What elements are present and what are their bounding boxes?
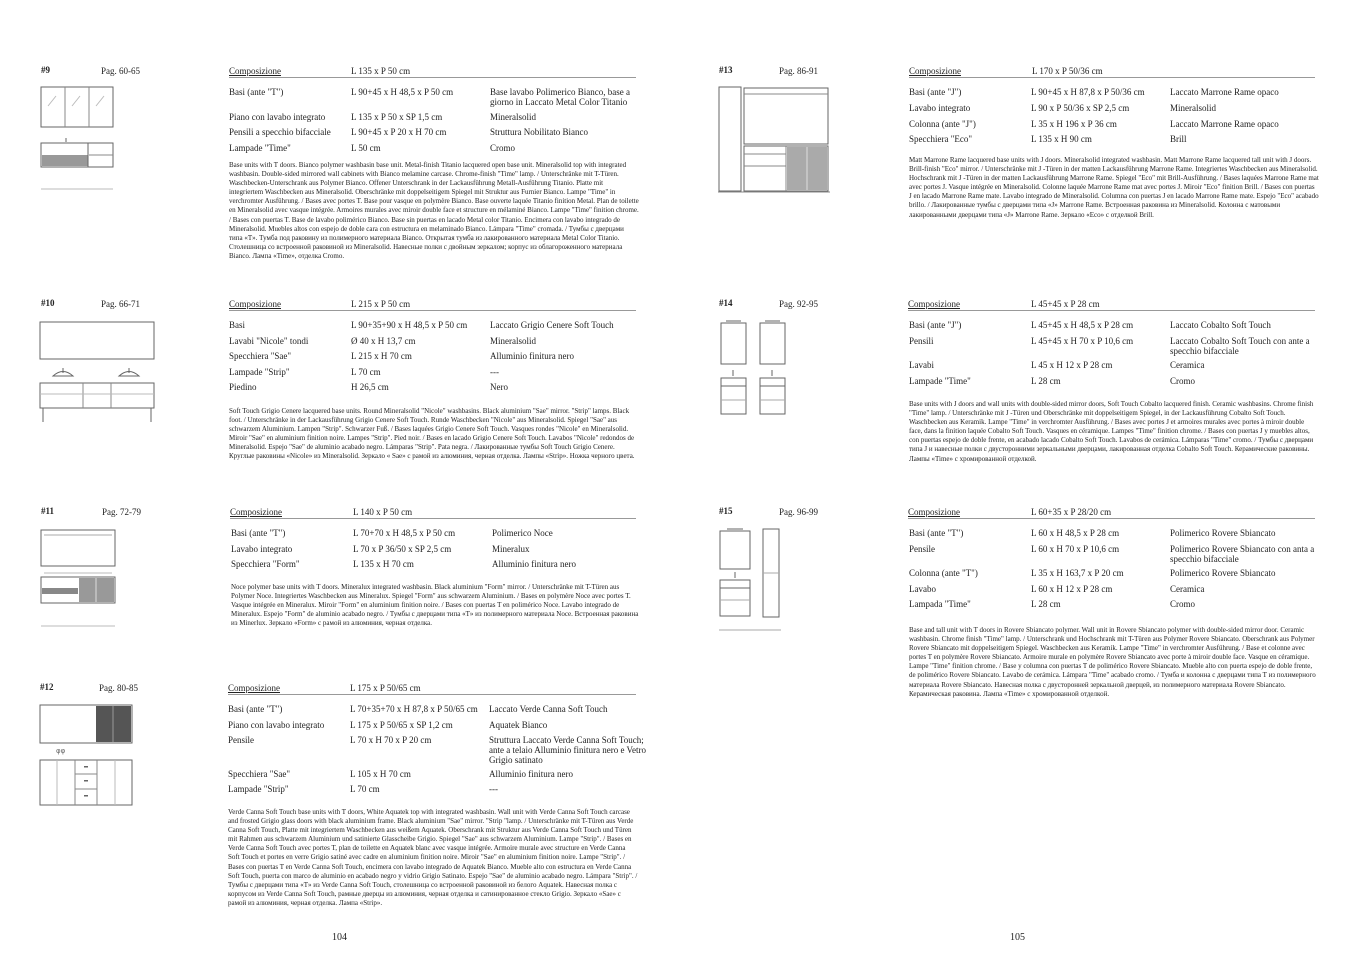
divider: [229, 310, 636, 311]
spec-table: [909, 528, 1330, 614]
spec-row: Pensili a specchio bifacciale L 90+45 x P 20 x H 70 cm Struttura Nobilitato Bianco: [229, 127, 588, 137]
spec-row: Specchiera "Form" L 135 x H 70 cm Alluminio finitura nero: [231, 559, 576, 569]
spec-row: Specchiera "Sae" L 215 x H 70 cm Alluminio finitura nero: [229, 351, 574, 361]
spec-table: [909, 87, 1330, 149]
overall-dimensions: L 140 x P 50 cm: [353, 507, 413, 517]
overall-dimensions: L 135 x P 50 cm: [351, 66, 411, 76]
spec-row: Basi L 90+35+90 x H 48,5 x P 50 cm Laccato Grigio Cenere Soft Touch: [229, 320, 614, 330]
entry-number: #10: [41, 298, 55, 308]
multilingual-description: Base units with T doors. Bianco polymer washbasin base unit. Metal-finish Titanio lacquered open base unit. Mineralsolid top with integrated washbasin. Double-sided mirrored wall cabinets with Bianco melamine carcase. Chrome-finish "Time" lamp. / Unterschränke mit T-Türen. Waschbecken-Unterschrank aus Polymer Bianco. Offener Unterschrank in der Lackausführung Metall-Ausführung Titanio. Platte mit integriertem Waschbecken aus Mineralsolid. Oberschränke mit doppelseitigem Spiegel mit Struktur aus Furnier Bianco. Lampe "Time" in verchromter Ausführung. / Bases avec portes T. Base pour vasque en polymère Bianco. Base ouverte laquée Titanio finition Metal. Plan de toilette en Mineralsolid avec vasque intégrée. Armoires murales avec miroir double face et structure en mélaminé Bianco. Lampe "Time" finition chrome. / Bases con puertas T. Base de lavabo polimérico Bianco. Base sin puertas en lacado Metal color Titanio. Encimera con lavabo integrado de Mineralsolid. Muebles altos con espejo de doble cara con estructura en melaminado Bianco. Lámpara "Time" cromada. / Тумбы с дверцами типа «T». Тумба под раковину из полимерного материала Bianco. Открытая тумба из лакированного материала Metal Color Titanio. Столешница со встроенной раковиной из Mineralsolid. Навесные полки с двойным зеркалом; корпус из облагороженного материала Bianco. Лампа «Time», отделка Cromo.: [229, 161, 639, 260]
composition-heading: Composizione: [229, 66, 281, 76]
spec-row: Basi (ante "J") L 45+45 x H 48,5 x P 28 cm Laccato Cobalto Soft Touch: [909, 320, 1271, 330]
page-number: 104: [332, 932, 347, 943]
furniture-drawing: [39, 704, 135, 808]
spec-row: Specchiera "Eco" L 135 x H 90 cm Brill: [909, 134, 1187, 144]
entry-number: #14: [719, 298, 733, 308]
furniture-drawing: [40, 86, 114, 191]
spec-row: Lavabi L 45 x H 12 x P 28 cm Ceramica: [909, 360, 1205, 370]
entry-number: #15: [719, 506, 733, 516]
spec-row: Lavabi "Nicole" tondi Ø 40 x H 13,7 cm Mineralsolid: [229, 336, 536, 346]
multilingual-description: Soft Touch Grigio Cenere lacquered base units. Round Mineralsolid "Nicole" washbasins. Black aluminium "Sae" mirror. "Strip" lamps. Black foot. / Unterschränke in der Lackausführung Grigio Cenere Soft Touch. Runde Waschbecken "Nicole" aus Mineralsolid. Spiegel "Sae" aus schwarzem Aluminium. Lampen "Strip". Schwarzer Fuß. / Bases laquées Grigio Cenere Soft Touch. Vasques rondes "Nicole" en Mineralsolid. Miroir "Sae" en aluminium finition noire. Lampes "Strip". Pied noir. / Bases en lacado Grigio Cenere Soft Touch. Lavabos "Nicole" redondos de Mineralsolid. Espejo "Sae" de aluminio acabado negro. Lámparas "Strip". Pata negra. / Лакированные тумбы Soft Touch Grigio Cenere. Круглые раковины «Nicole» из Mineralsolid. Зеркало « Sae» с рамой из алюминия, черная отделка. Лампы «Strip». Ножка черного цвета.: [229, 407, 635, 461]
spec-row: Lampada "Time" L 28 cm Cromo: [909, 599, 1196, 609]
spec-row: Lavabo integrato L 90 x P 50/36 x SP 2,5 cm Mineralsolid: [909, 103, 1216, 113]
page-reference: Pag. 96-99: [779, 507, 818, 517]
composition-heading: Composizione: [228, 683, 280, 693]
multilingual-description: Matt Marrone Rame lacquered base units with J doors. Mineralsolid integrated washbasin. Matt Marrone Rame lacquered tall unit with J doors. Brill-finish "Eco" mirror. / Unterschränke mit J -Türen in der matten Lackausführung Marrone Rame. Integriertes Waschbecken aus Mineralsolid. Hochschrank mit J -Türen in der matten Lackausführung Marrone Rame. Spiegel "Eco" mit Brill-Ausführung. / Bases laquées Marrone Rame mat avec portes J. Vasque intégrée en Mineralsolid. Colonne laquée Marrone Rame mat avec portes J. Miroir "Eco" finition Brill. / Bases con puertas J en lacado Marrone Rame mate. Lavabo integrado de Mineralsolid. Columna con puertas J en lacado Marrone Rame mate. Espejo "Eco" acabado brillo. / Лакированные тумбы с дверцами типа «J» Marrone Rame. Встроенная раковина из Mineralsolid. Колонна с матовыми лакированными дверцами типа «J» Marrone Rame. Зеркало «Eco» с отделкой Brill.: [909, 156, 1319, 219]
spec-row: Piano con lavabo integrato L 135 x P 50 x SP 1,5 cm Mineralsolid: [229, 112, 536, 122]
page-reference: Pag. 92-95: [779, 299, 818, 309]
multilingual-description: Noce polymer base units with T doors. Mineralux integrated washbasin. Black aluminium "Form" mirror. / Unterschränke mit T-Türen aus Polymer Noce. Integriertes Waschbecken aus Mineralux. Spiegel "Form" aus schwarzem Aluminium. / Bases en polymère Noce avec portes T. Vasque intégrée en Mineralux. Miroir "Form" en aluminium finition noire. / Bases con puertas T en polimérico Noce. Lavabo integrado de Mineralux. Espejo "Form" de aluminio acabado negro. / Тумбы с дверцами типа «T» из полимерного материала Noce. Встроенная раковина из Minerlux. Зеркало «Form» с рамой из алюминия, черная отделка.: [231, 583, 639, 628]
spec-row: Piano con lavabo integrato L 175 x P 50/65 x SP 1,2 cm Aquatek Bianco: [228, 720, 548, 730]
divider: [228, 694, 636, 695]
composition-heading: Composizione: [229, 299, 281, 309]
entry-number: #11: [41, 506, 55, 516]
divider: [908, 518, 1315, 519]
spec-row: Pensile L 70 x H 70 x P 20 cm Struttura Laccato Verde Canna Soft Touch; ante a telaio Alluminio finitura nero e Vetro Grigio satinato: [228, 735, 647, 765]
divider: [909, 77, 1315, 78]
multilingual-description: Base and tall unit with T doors in Rovere Sbiancato polymer. Wall unit in Rovere Sbiancato polymer with double-sided mirror door. Ceramic washbasin. Chrome finish "Time" lamp. / Unterschrank und Hochschrank mit T-Türen aus Polymer Rovere Sbiancato. Oberschrank aus Polymer Rovere Sbiancato mit doppelseitigem Spiegel. Waschbecken aus Keramik. Lampe "Time" in verchromter Ausführung. / Base et colonne avec portes T en polymère Rovere Sbiancato. Armoire murale en polymère Rovere Sbiancato avec porte à miroir double face. Vasque en céramique. Lampe "Time" finition chrome. / Base y columna con puertas T de polimérico Rovere Sbiancato. Mueble alto con puerta espejo de doble frente, de polimérico Rovere Sbiancato. Lavabo de cerámica. Lámpara "Time" acabado cromo. / Тумба и колонна с дверцами типа T из полимерного материала Rovere Sbiancato. Навесная полка с двусторонней зеркальной дверцей, из полимерного материала Rovere Sbiancato. Керамическая раковина. Лампа «Time» с хромированной отделкой.: [909, 626, 1316, 698]
furniture-drawing: [40, 529, 118, 629]
page-number: 105: [1010, 932, 1025, 943]
page-reference: Pag. 72-79: [102, 507, 141, 517]
svg-text:φφ: φφ: [56, 747, 66, 755]
spec-table: [228, 704, 649, 799]
divider: [908, 310, 1315, 311]
page-reference: Pag. 66-71: [101, 299, 140, 309]
multilingual-description: Base units with J doors and wall units with double-sided mirror doors, Soft Touch Cobalto lacquered finish. Ceramic washbasins. Chrome finish "Time" lamp. / Unterschränke mit J -Türen und Oberschränke mit doppelseitigem Spiegel, in der Lackausführung Cobalto Soft Touch. Waschbecken aus Keramik. Lampe "Time" in verchromter Ausführung. / Bases avec portes J et armoires murales avec portes à miroir double face, dans la finition laquée Cobalto Soft Touch. Vasques en céramique. Lampes "Time" finition chrome. / Bases con puertas J y muebles altos, con puertas espejo de doble frente, en acabado lacado Cobalto Soft Touch. Lavabos de cerámica. Lámparas "Time" cromo. / Тумбы с дверцами типа J и навесные полки с двусторонними зеркальными дверцами, лакированная отделка Cobalto Soft Touch. Керамические раковины. Лампы «Time» с хромированной отделкой.: [909, 400, 1314, 463]
spec-row: Colonna (ante "T") L 35 x H 163,7 x P 20 cm Polimerico Rovere Sbiancato: [909, 568, 1276, 578]
page-reference: Pag. 80-85: [99, 683, 138, 693]
spec-table: [231, 528, 652, 574]
spec-row: Pensili L 45+45 x H 70 x P 10,6 cm Laccato Cobalto Soft Touch con ante a specchio bifacciale: [909, 336, 1310, 356]
spec-row: Lampade "Strip" L 70 cm ---: [228, 784, 498, 794]
spec-row: Basi (ante "T") L 70+70 x H 48,5 x P 50 cm Polimerico Noce: [231, 528, 553, 538]
spec-table: [909, 320, 1330, 391]
composition-heading: Composizione: [908, 507, 960, 517]
entry-number: #9: [41, 65, 50, 75]
divider: [229, 77, 636, 78]
spec-row: Lampade "Strip" L 70 cm ---: [229, 367, 499, 377]
spec-row: Piedino H 26,5 cm Nero: [229, 382, 508, 392]
overall-dimensions: L 45+45 x P 28 cm: [1031, 299, 1100, 309]
composition-heading: Composizione: [909, 66, 961, 76]
overall-dimensions: L 60+35 x P 28/20 cm: [1031, 507, 1112, 517]
multilingual-description: Verde Canna Soft Touch base units with T doors, White Aquatek top with integrated washbasin. Wall unit with Verde Canna Soft Touch carcase and frosted Grigio glass doors with black aluminium frame. Black aluminium "Sae" mirror. "Strip "lamp. / Unterschränke mit T-Türen aus Verde Canna Soft Touch, Platte mit integriertem Waschbecken aus weißem Aquatek. Oberschrank mit Struktur aus Verde Canna Soft Touch und Türen mit Rahmen aus schwarzem Aluminium und satinierte Glasscheibe Grigio. Spiegel "Sae" aus schwarzem Aluminium. Lampe "Strip". / Bases en Verde Canna Soft Touch avec portes T, plan de toilette en Aquatek blanc avec vasque intégrée. Armoire murale avec structure en Verde Canna Soft Touch et portes en verre Grigio satiné avec cadre en aluminium finition noire. Miroir "Sae" en aluminium finition noire. Lampe "Strip". / Bases con puertas T en Verde Canna Soft Touch, encimera con lavabo integrado de Aquatek Bianco. Mueble alto con estructura en Verde Canna Soft Touch, puerta con marco de aluminio en acabado negro y vidrio Grigio Satinato. Espejo "Sae" de aluminio acabado negro. Lámpara "Strip". / Тумбы с дверцами типа «T» из Verde Canna Soft Touch, столешница со встроенной раковиной из белого Aquatek. Навесная полка с корпусом из Verde Canna Soft Touch, рамные дверцы из алюминия, черная отделка и сатинированное стекло Grigio. Зеркало «Sae» с рамой из алюминия, черная отделка. Лампа «Strip».: [228, 808, 638, 907]
page-reference: Pag. 86-91: [779, 66, 818, 76]
composition-heading: Composizione: [908, 299, 960, 309]
furniture-drawing: [39, 321, 157, 425]
composition-heading: Composizione: [230, 507, 282, 517]
spec-row: Lavabo integrato L 70 x P 36/50 x SP 2,5 cm Mineralux: [231, 544, 530, 554]
spec-row: Lavabo L 60 x H 12 x P 28 cm Ceramica: [909, 584, 1205, 594]
divider: [230, 518, 636, 519]
entry-number: #12: [40, 682, 54, 692]
page-reference: Pag. 60-65: [101, 66, 140, 76]
furniture-drawing: [720, 320, 790, 420]
right-page: [678, 0, 1356, 959]
spec-row: Basi (ante "T") L 60 x H 48,5 x P 28 cm Polimerico Rovere Sbiancato: [909, 528, 1276, 538]
spec-row: Pensile L 60 x H 70 x P 10,6 cm Polimerico Rovere Sbiancato con anta a specchio bifacciale: [909, 544, 1315, 564]
spec-table: [229, 87, 650, 158]
entry-number: #13: [719, 65, 733, 75]
spec-row: Basi (ante "T") L 70+35+70 x H 87,8 x P 50/65 cm Laccato Verde Canna Soft Touch: [228, 704, 608, 714]
spec-row: Colonna (ante "J") L 35 x H 196 x P 36 cm Laccato Marrone Rame opaco: [909, 119, 1279, 129]
furniture-drawing: [718, 86, 832, 194]
spec-row: Basi (ante "J") L 90+45 x H 87,8 x P 50/36 cm Laccato Marrone Rame opaco: [909, 87, 1279, 97]
spec-table: [229, 320, 650, 397]
furniture-drawing: [719, 528, 783, 632]
spec-row: Basi (ante "T") L 90+45 x H 48,5 x P 50 cm Base lavabo Polimerico Bianco, base a giorno in Laccato Metal Color Titanio: [229, 87, 630, 107]
spec-row: Lampade "Time" L 50 cm Cromo: [229, 143, 516, 153]
overall-dimensions: L 215 x P 50 cm: [351, 299, 411, 309]
overall-dimensions: L 170 x P 50/36 cm: [1032, 66, 1103, 76]
overall-dimensions: L 175 x P 50/65 cm: [350, 683, 421, 693]
spec-row: Lampade "Time" L 28 cm Cromo: [909, 376, 1196, 386]
spec-row: Specchiera "Sae" L 105 x H 70 cm Alluminio finitura nero: [228, 769, 573, 779]
